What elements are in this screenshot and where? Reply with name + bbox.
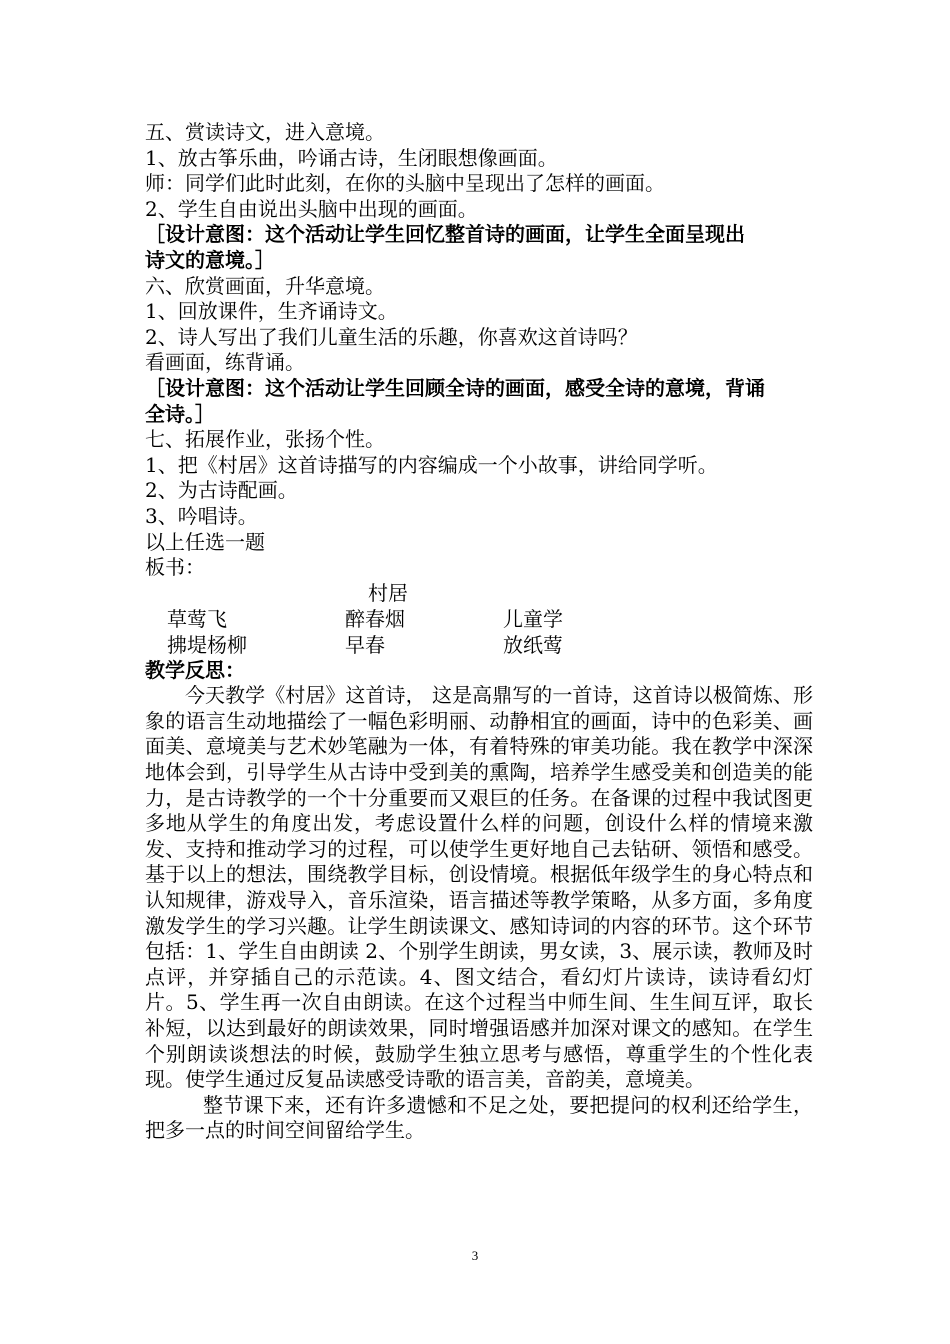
section7-note: 以上任选一题 [145, 529, 265, 554]
board-row2-col2: 早春 [345, 632, 385, 657]
section5-design-intent-line1: ［设计意图：这个活动让学生回忆整首诗的画面，让学生全面呈现出 [145, 222, 745, 247]
board-row2-col1: 拂堤杨柳 [167, 632, 247, 657]
section7-heading: 七、拓展作业，张扬个性。 [145, 427, 385, 452]
board-row2-col3: 放纸莺 [503, 632, 563, 657]
page-content [145, 120, 813, 1144]
section6-design-intent-line1: ［设计意图：这个活动让学生回顾全诗的画面，感受全诗的意境，背诵 [145, 375, 765, 400]
section5-step2: 2、学生自由说出头脑中出现的画面。 [145, 196, 478, 221]
board-row1-col2: 醉春烟 [345, 606, 405, 631]
section6-design-intent-line2: 全诗。］ [145, 401, 215, 426]
section5-design-intent-line2: 诗文的意境。］ [145, 247, 275, 272]
section6-heading: 六、欣赏画面，升华意境。 [145, 273, 385, 298]
board-row1-col3: 儿童学 [503, 606, 563, 631]
reflection-paragraph-2: 整节课下来，还有许多遗憾和不足之处，要把提问的权利还给学生，把多一点的时间空间留给学生。 [145, 1092, 813, 1143]
section7-step1: 1、把《村居》这首诗描写的内容编成一个小故事，讲给同学听。 [145, 452, 718, 477]
board-title: 村居 [368, 580, 408, 605]
section7-step3: 3、吟唱诗。 [145, 503, 258, 528]
reflection-paragraph-1: 今天教学《村居》这首诗， 这是高鼎写的一首诗，这首诗以极简炼、形象的语言生动地描绘了一幅色彩明丽、动静相宜的画面，诗中的色彩美、画面美、意境美与艺术妙笔融为一体，有着特殊的审美功能。我在教学中深深地体会到，引导学生从古诗中受到美的熏陶，培养学生感受美和创造美的能力，是古诗教学的一个十分重要而又艰巨的任务。在备课的过程中我试图更多地从学生的角度出发，考虑设置什么样的问题，创设什么样的情境来激发、支持和推动学习的过程，可以使学生更好地自己去钻研、领悟和感受。基于以上的想法，围绕教学目标，创设情境。根据低年级学生的身心特点和认知规律，游戏导入，音乐渲染，语言描述等教学策略，从多方面，多角度激发学生的学习兴趣。让学生朗读课文、感知诗词的内容的环节。这个环节包括：1、学生自由朗读 2、个别学生朗读，男女读，3、展示读，教师及时点评，并穿插自己的示范读。4、图文结合，看幻灯片读诗，读诗看幻灯片。5、学生再一次自由朗读。在这个过程当中师生间、生生间互评，取长补短，以达到最好的朗读效果，同时增强语感并加深对课文的感知。在学生个别朗读谈想法的时候，鼓励学生独立思考与感悟，尊重学生的个性化表现。使学生通过反复品读感受诗歌的语言美，音韵美，意境美。 [145, 683, 813, 1092]
board-row1-col1: 草莺飞 [167, 606, 227, 631]
reflection-heading: 教学反思： [145, 657, 245, 682]
section5-step1: 1、放古筝乐曲，吟诵古诗，生闭眼想像画面。 [145, 145, 558, 170]
section7-step2: 2、为古诗配画。 [145, 478, 298, 503]
section6-step1: 1、回放课件，生齐诵诗文。 [145, 299, 398, 324]
section5-heading: 五、赏读诗文，进入意境。 [145, 120, 385, 144]
section6-step2: 2、诗人写出了我们儿童生活的乐趣，你喜欢这首诗吗？ [145, 324, 638, 349]
board-label: 板书： [145, 555, 205, 580]
board-layout [145, 581, 813, 658]
section6-step3: 看画面，练背诵。 [145, 350, 305, 375]
page-number: 3 [471, 1248, 479, 1263]
section5-teacher-line: 师：同学们此时此刻，在你的头脑中呈现出了怎样的画面。 [145, 171, 665, 196]
